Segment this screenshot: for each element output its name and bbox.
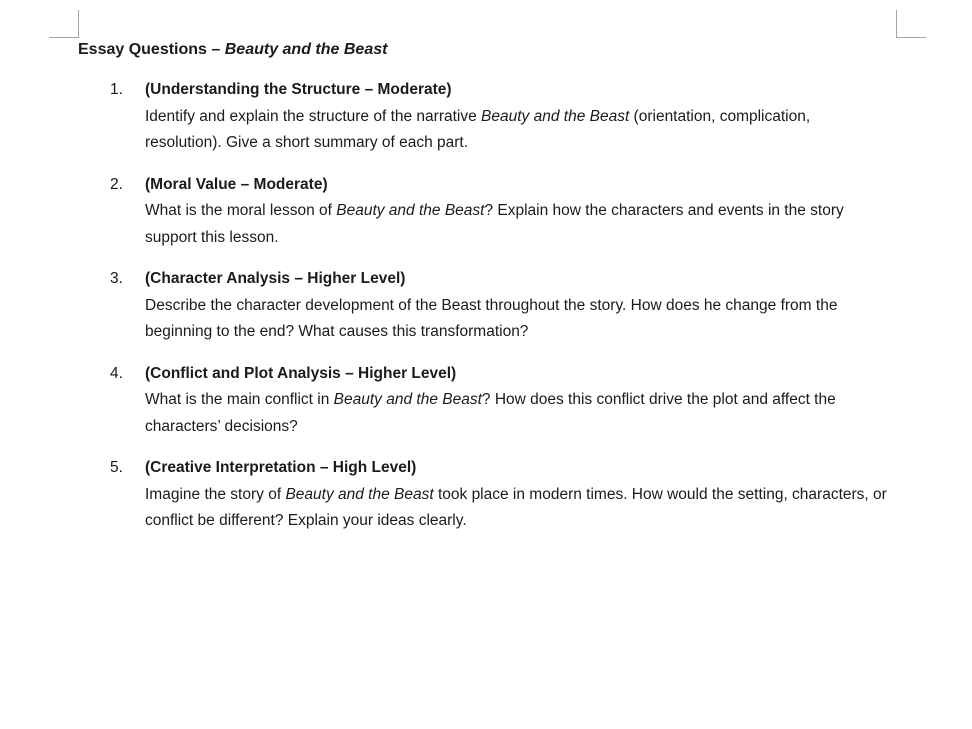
- question-body: [145, 104, 890, 157]
- question-body-text: (orientation, complication, resolution). Give a short summary of each part.: [145, 107, 811, 151]
- question-body: [145, 482, 890, 535]
- question-item-4: [110, 361, 910, 441]
- question-body-text: Identify and explain the structure of the narrative: [145, 107, 482, 125]
- question-content: [145, 77, 890, 157]
- question-content: [145, 172, 890, 252]
- question-number: 3.: [110, 270, 123, 287]
- question-body: [145, 293, 890, 346]
- question-body-italic: Beauty and the Beast: [333, 391, 482, 408]
- question-body-text: What is the main conflict in: [145, 391, 334, 408]
- question-body-text: ? Explain how the characters and events in the story support this lesson.: [145, 202, 844, 246]
- page-corner-marker-top-left: [49, 10, 79, 38]
- page-title: [78, 39, 387, 61]
- question-heading: (Understanding the Structure – Moderate): [145, 81, 452, 98]
- question-body-text: Imagine the story of: [145, 485, 286, 503]
- question-body-text: What is the moral lesson of: [145, 202, 337, 219]
- question-heading: (Creative Interpretation – High Level): [145, 459, 417, 476]
- question-item-5: [110, 455, 910, 535]
- question-body-italic: Beauty and the Beast: [481, 107, 630, 125]
- question-body: [145, 198, 890, 251]
- question-body-text: ? How does this conflict drive the plot and affect the characters’ decisions?: [145, 391, 836, 435]
- question-list: [110, 77, 910, 550]
- question-item-1: [110, 77, 910, 157]
- question-heading: (Character Analysis – Higher Level): [145, 270, 406, 287]
- question-body-italic: Beauty and the Beast: [336, 202, 485, 219]
- question-heading: (Conflict and Plot Analysis – Higher Level): [145, 364, 457, 382]
- question-number: 5.: [110, 459, 123, 476]
- page-title-italic: Beauty and the Beast: [224, 41, 388, 58]
- question-body-text: Describe the character development of the Beast throughout the story. How does he change from the beginning to the end? What causes this transformation?: [145, 296, 838, 340]
- page-title-prefix: Essay Questions –: [78, 41, 225, 58]
- question-heading: (Moral Value – Moderate): [145, 175, 328, 193]
- question-number: 2.: [110, 175, 123, 193]
- question-number: 4.: [110, 364, 123, 382]
- question-body: [145, 387, 890, 440]
- question-number: 1.: [110, 81, 123, 98]
- question-item-2: [110, 172, 910, 252]
- page-corner-marker-top-right: [896, 10, 926, 38]
- question-body-italic: Beauty and the Beast: [285, 485, 434, 503]
- question-content: [145, 266, 890, 346]
- question-content: [145, 361, 890, 441]
- question-content: [145, 455, 890, 535]
- question-body-text: took place in modern times. How would the setting, characters, or conflict be different? Explain your ideas clearly.: [145, 485, 887, 529]
- question-item-3: [110, 266, 910, 346]
